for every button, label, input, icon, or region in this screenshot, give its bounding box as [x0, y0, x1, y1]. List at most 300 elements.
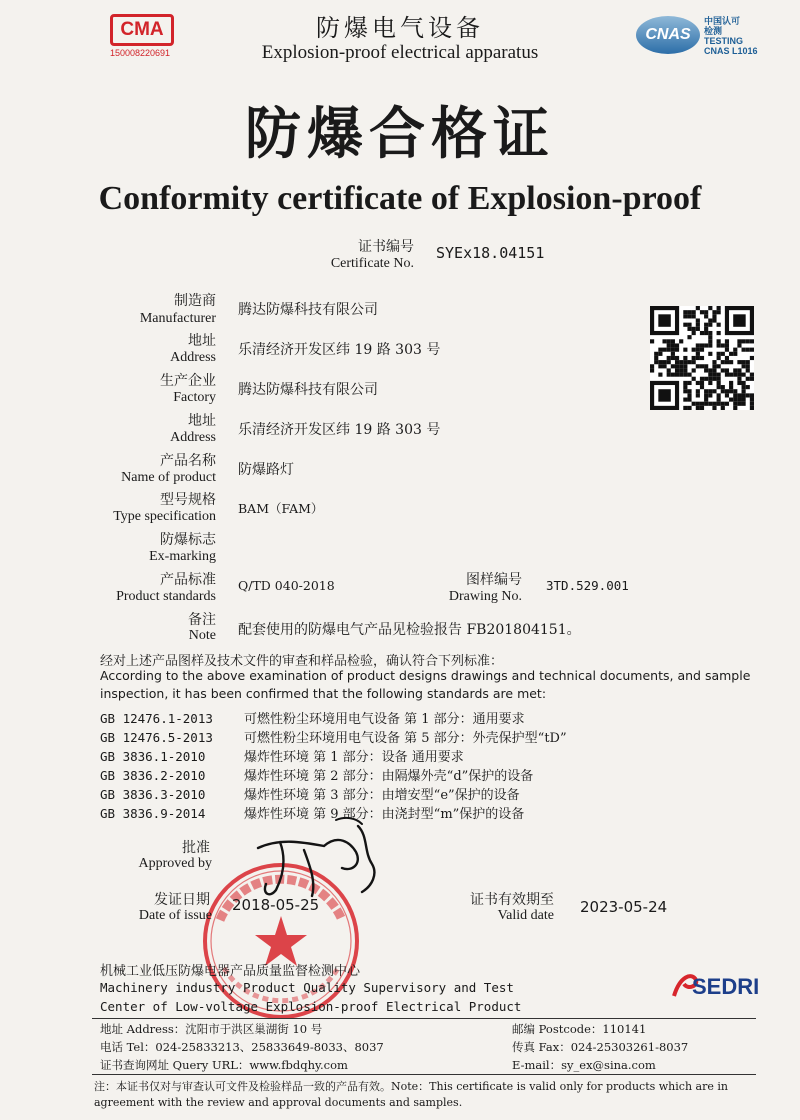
qr-module	[679, 373, 683, 377]
cnas-caption	[704, 16, 758, 56]
qr-module	[733, 398, 737, 402]
qr-module	[742, 364, 746, 368]
qr-module	[725, 402, 729, 406]
qr-module	[721, 389, 725, 393]
qr-module	[712, 389, 716, 393]
qr-module	[708, 381, 712, 385]
drawing-label-cn: 图样编号	[466, 572, 522, 588]
header-title-cn: 防爆电气设备	[316, 14, 484, 42]
qr-module	[750, 373, 754, 377]
approval-label-cn: 批准	[182, 840, 210, 856]
issuer-name-en-line2: Center of Low-voltage Explosion-proof Electrical Product	[100, 999, 522, 1014]
qr-module	[712, 406, 716, 410]
qr-finder-pattern	[733, 314, 745, 326]
standard-item	[100, 746, 464, 765]
qr-module	[700, 381, 704, 385]
field-label-cn: 产品名称	[160, 453, 216, 469]
qr-module	[687, 389, 691, 393]
contact-address: 地址 Address：沈阳市于洪区巢湖街 10 号	[100, 1022, 323, 1036]
statement-cn: 经对上述产品图样及技术文件的审查和样品检验，确认符合下列标准：	[100, 654, 504, 669]
standard-desc: 爆炸性环境 第 1 部分：设备 通用要求	[244, 750, 464, 765]
standard-desc: 可燃性粉尘环境用电气设备 第 5 部分：外壳保护型“tD”	[244, 731, 567, 746]
qr-module	[712, 360, 716, 364]
field-label-cn: 型号规格	[160, 492, 216, 508]
qr-module	[733, 368, 737, 372]
qr-module	[667, 373, 671, 377]
qr-module	[658, 352, 662, 356]
qr-module	[750, 339, 754, 343]
qr-module	[725, 343, 729, 347]
qr-module	[683, 406, 687, 410]
qr-module	[708, 323, 712, 327]
qr-module	[725, 393, 729, 397]
qr-module	[733, 348, 737, 352]
qr-module	[717, 323, 721, 327]
standard-item	[100, 727, 567, 746]
qr-module	[687, 373, 691, 377]
qr-module	[737, 402, 741, 406]
qr-module	[717, 398, 721, 402]
qr-module	[717, 352, 721, 356]
qr-module	[742, 339, 746, 343]
qr-module	[683, 348, 687, 352]
qr-module	[712, 314, 716, 318]
qr-module	[733, 393, 737, 397]
contact-query-url[interactable]: 证书查询网址 Query URL：www.fbdqhy.com	[100, 1058, 348, 1072]
field-label-cn: 备注	[188, 612, 216, 628]
qr-module	[737, 381, 741, 385]
qr-module	[721, 385, 725, 389]
qr-module	[696, 348, 700, 352]
field-label-cn: 地址	[188, 333, 216, 349]
qr-module	[750, 348, 754, 352]
footnote-divider	[92, 1074, 756, 1075]
cma-logo-text: CMA	[110, 14, 174, 46]
qr-module	[737, 343, 741, 347]
qr-module	[687, 381, 691, 385]
qr-module	[750, 406, 754, 410]
qr-module	[658, 373, 662, 377]
qr-module	[683, 314, 687, 318]
footnote-line1: 注：本证书仅对与审查认可文件及检验样品一致的产品有效。Note：This certificate is valid only for products which are in	[94, 1080, 728, 1093]
qr-module	[692, 360, 696, 364]
qr-module	[704, 323, 708, 327]
issuer-name-en-line1: Machinery industry Product Quality Supervisory and Test	[100, 980, 514, 995]
statement-en-line2: inspection, it has been confirmed that the following standards are met:	[100, 686, 547, 701]
qr-module	[696, 406, 700, 410]
qr-module	[712, 402, 716, 406]
qr-module	[696, 306, 700, 310]
qr-module	[725, 356, 729, 360]
qr-module	[658, 360, 662, 364]
qr-module	[696, 343, 700, 347]
qr-module	[662, 360, 666, 364]
standard-code: GB 3836.9-2014	[100, 806, 206, 821]
qr-module	[746, 385, 750, 389]
qr-module	[696, 323, 700, 327]
qr-module	[700, 402, 704, 406]
qr-module	[708, 352, 712, 356]
qr-module	[712, 377, 716, 381]
standard-code: GB 3836.2-2010	[100, 768, 206, 783]
qr-module	[654, 360, 658, 364]
qr-module	[708, 335, 712, 339]
qr-module	[683, 385, 687, 389]
qr-module	[717, 331, 721, 335]
qr-module	[746, 377, 750, 381]
qr-module	[717, 402, 721, 406]
field-label-en: Product standards	[116, 589, 216, 604]
qr-module	[687, 327, 691, 331]
qr-module	[717, 339, 721, 343]
qr-module	[737, 360, 741, 364]
certificate-no-label-cn: 证书编号	[358, 239, 414, 255]
qr-module	[650, 339, 654, 343]
qr-module	[667, 368, 671, 372]
qr-module	[679, 364, 683, 368]
field-label-en: Manufacturer	[139, 311, 216, 326]
field-value: 配套使用的防爆电气产品见检验报告 FB201804151。	[238, 622, 581, 638]
qr-module	[683, 373, 687, 377]
qr-module	[683, 389, 687, 393]
contact-tel: 电话 Tel：024-25833213、25833649-8033、8037	[100, 1040, 384, 1054]
field-label-en: Name of product	[121, 470, 216, 485]
qr-module	[733, 389, 737, 393]
qr-module	[696, 356, 700, 360]
qr-module	[717, 356, 721, 360]
qr-module	[708, 368, 712, 372]
qr-module	[717, 377, 721, 381]
qr-module	[717, 310, 721, 314]
standard-item	[100, 784, 520, 803]
qr-module	[696, 327, 700, 331]
drawing-label-en: Drawing No.	[448, 589, 522, 604]
contact-postcode: 邮编 Postcode：110141	[512, 1022, 647, 1036]
qr-module	[717, 306, 721, 310]
certificate-no-label-en: Certificate No.	[330, 256, 414, 271]
qr-module	[675, 348, 679, 352]
qr-module	[708, 331, 712, 335]
field-label-en: Address	[170, 430, 216, 445]
field-label-en: Ex-marking	[149, 549, 216, 564]
qr-module	[712, 364, 716, 368]
certificate-title-cn: 防爆合格证	[245, 102, 555, 167]
qr-module	[708, 377, 712, 381]
qr-module	[712, 368, 716, 372]
qr-module	[671, 339, 675, 343]
qr-module	[683, 323, 687, 327]
field-value: 乐清经济开发区纬 19 路 303 号	[238, 422, 441, 438]
qr-finder-pattern	[658, 314, 670, 326]
qr-module	[729, 381, 733, 385]
qr-module	[687, 314, 691, 318]
qr-module	[742, 393, 746, 397]
qr-module	[704, 310, 708, 314]
qr-module	[696, 364, 700, 368]
qr-module	[675, 356, 679, 360]
qr-module	[662, 348, 666, 352]
qr-module	[721, 406, 725, 410]
qr-module	[671, 373, 675, 377]
standard-item	[100, 708, 525, 727]
qr-module	[712, 310, 716, 314]
certificate-no-value: SYEx18.04151	[436, 244, 545, 262]
qr-module	[654, 356, 658, 360]
qr-module	[737, 377, 741, 381]
qr-module	[704, 398, 708, 402]
qr-module	[692, 402, 696, 406]
qr-module	[725, 368, 729, 372]
cnas-caption-line1: 中国认可	[704, 16, 741, 26]
qr-module	[683, 381, 687, 385]
field-value: 腾达防爆科技有限公司	[238, 302, 378, 318]
standard-code: GB 12476.1-2013	[100, 711, 213, 726]
qr-module	[675, 360, 679, 364]
cma-number: 150008220691	[109, 48, 171, 58]
qr-module	[704, 389, 708, 393]
approval-label-en: Approved by	[138, 856, 212, 871]
qr-module	[708, 373, 712, 377]
qr-module	[733, 402, 737, 406]
qr-module	[725, 360, 729, 364]
qr-module	[721, 360, 725, 364]
qr-module	[725, 339, 729, 343]
qr-module	[750, 356, 754, 360]
qr-module	[708, 306, 712, 310]
field-label-cn: 地址	[188, 413, 216, 429]
qr-module	[671, 364, 675, 368]
qr-module	[687, 393, 691, 397]
qr-module	[729, 360, 733, 364]
qr-module	[692, 368, 696, 372]
standard-desc: 爆炸性环境 第 2 部分：由隔爆外壳“d”保护的设备	[244, 769, 534, 784]
field-label-cn: 防爆标志	[160, 532, 216, 548]
qr-module	[721, 352, 725, 356]
qr-module	[717, 364, 721, 368]
qr-module	[704, 327, 708, 331]
qr-module	[704, 402, 708, 406]
issuer-name-cn: 机械工业低压防爆电器产品质量监督检测中心	[100, 964, 361, 979]
qr-module	[750, 393, 754, 397]
qr-module	[708, 339, 712, 343]
qr-module	[696, 318, 700, 322]
qr-module	[692, 331, 696, 335]
issue-date-label-en: Date of issue	[138, 908, 212, 923]
field-label-en: Address	[170, 350, 216, 365]
qr-module	[721, 343, 725, 347]
cnas-caption-line3: TESTING	[704, 36, 744, 46]
field-value: 腾达防爆科技有限公司	[238, 382, 378, 398]
qr-module	[717, 393, 721, 397]
qr-module	[704, 343, 708, 347]
qr-module	[658, 348, 662, 352]
issue-date-label-cn: 发证日期	[154, 892, 210, 908]
qr-module	[687, 360, 691, 364]
qr-module	[687, 398, 691, 402]
qr-module	[725, 389, 729, 393]
qr-module	[708, 402, 712, 406]
standard-code: GB 12476.5-2013	[100, 730, 213, 745]
qr-module	[700, 343, 704, 347]
qr-module	[721, 402, 725, 406]
qr-module	[683, 398, 687, 402]
qr-module	[737, 373, 741, 377]
qr-module	[746, 339, 750, 343]
field-value: 乐清经济开发区纬 19 路 303 号	[238, 342, 441, 358]
qr-module	[729, 373, 733, 377]
qr-module	[704, 314, 708, 318]
contact-divider	[92, 1018, 756, 1019]
qr-module	[704, 377, 708, 381]
qr-module	[700, 310, 704, 314]
qr-module	[742, 381, 746, 385]
field-value: BAM（FAM）	[238, 501, 324, 516]
qr-module	[679, 360, 683, 364]
qr-module	[700, 406, 704, 410]
qr-module	[700, 364, 704, 368]
qr-module	[742, 389, 746, 393]
qr-module	[742, 373, 746, 377]
qr-module	[742, 348, 746, 352]
qr-module	[692, 310, 696, 314]
qr-module	[671, 348, 675, 352]
qr-module	[687, 323, 691, 327]
qr-module	[650, 368, 654, 372]
qr-module	[717, 385, 721, 389]
qr-module	[675, 368, 679, 372]
qr-module	[704, 393, 708, 397]
qr-module	[750, 398, 754, 402]
qr-module	[671, 343, 675, 347]
qr-module	[687, 406, 691, 410]
qr-code[interactable]	[650, 306, 754, 410]
qr-module	[708, 318, 712, 322]
qr-module	[729, 385, 733, 389]
qr-module	[750, 377, 754, 381]
approver-signature	[240, 812, 390, 904]
qr-module	[742, 385, 746, 389]
standard-desc: 爆炸性环境 第 9 部分：由浇封型“m”保护的设备	[244, 807, 525, 822]
qr-module	[671, 352, 675, 356]
drawing-value: 3TD.529.001	[546, 578, 629, 593]
valid-date-label-cn: 证书有效期至	[470, 892, 554, 908]
standard-item	[100, 765, 533, 784]
footnote-line2: agreement with the review and approval documents and samples.	[94, 1096, 463, 1109]
cnas-logo	[636, 14, 786, 60]
qr-module	[746, 393, 750, 397]
qr-module	[733, 373, 737, 377]
qr-module	[696, 389, 700, 393]
qr-module	[700, 331, 704, 335]
qr-module	[712, 318, 716, 322]
qr-module	[696, 393, 700, 397]
qr-module	[692, 356, 696, 360]
qr-module	[667, 343, 671, 347]
qr-module	[750, 402, 754, 406]
qr-module	[650, 364, 654, 368]
qr-module	[717, 373, 721, 377]
sedri-logo-text: SEDRI	[692, 974, 760, 999]
qr-module	[746, 348, 750, 352]
qr-module	[700, 356, 704, 360]
qr-module	[667, 348, 671, 352]
qr-module	[662, 339, 666, 343]
qr-module	[696, 352, 700, 356]
qr-module	[700, 348, 704, 352]
valid-date-label-en: Valid date	[497, 908, 554, 923]
qr-module	[700, 385, 704, 389]
certificate-title-en: Conformity certificate of Explosion-proof	[98, 180, 702, 217]
qr-module	[742, 402, 746, 406]
qr-module	[692, 348, 696, 352]
standard-code: GB 3836.1-2010	[100, 749, 206, 764]
qr-module	[683, 368, 687, 372]
qr-module	[675, 364, 679, 368]
qr-module	[675, 343, 679, 347]
qr-module	[746, 368, 750, 372]
qr-module	[725, 373, 729, 377]
qr-module	[737, 398, 741, 402]
qr-module	[717, 381, 721, 385]
qr-module	[700, 377, 704, 381]
qr-module	[667, 356, 671, 360]
qr-module	[683, 360, 687, 364]
contact-email[interactable]: E-mail：sy_ex@sina.com	[512, 1058, 656, 1072]
qr-module	[683, 310, 687, 314]
field-label-en: Type specification	[113, 509, 216, 524]
qr-module	[733, 406, 737, 410]
qr-module	[679, 339, 683, 343]
qr-module	[675, 373, 679, 377]
field-value: Q/TD 040-2018	[238, 578, 335, 593]
qr-module	[708, 343, 712, 347]
qr-module	[733, 352, 737, 356]
qr-module	[667, 360, 671, 364]
standard-code: GB 3836.3-2010	[100, 787, 206, 802]
qr-module	[746, 364, 750, 368]
qr-module	[696, 381, 700, 385]
qr-module	[742, 398, 746, 402]
qr-module	[729, 389, 733, 393]
standard-desc: 爆炸性环境 第 3 部分：由增安型“e”保护的设备	[244, 788, 520, 803]
qr-module	[721, 368, 725, 372]
qr-module	[742, 360, 746, 364]
cnas-caption-line2: 检测	[704, 26, 723, 36]
qr-module	[679, 368, 683, 372]
qr-module	[725, 348, 729, 352]
qr-module	[692, 327, 696, 331]
qr-module	[683, 356, 687, 360]
qr-module	[729, 352, 733, 356]
cnas-logo-text: CNAS	[636, 16, 700, 54]
contact-fax: 传真 Fax：024-25303261-8037	[512, 1040, 689, 1054]
qr-module	[704, 364, 708, 368]
standard-desc: 可燃性粉尘环境用电气设备 第 1 部分：通用要求	[244, 712, 525, 727]
qr-module	[737, 393, 741, 397]
field-label-cn: 制造商	[174, 293, 216, 309]
valid-date-value: 2023-05-24	[580, 898, 668, 916]
qr-module	[692, 377, 696, 381]
qr-module	[704, 368, 708, 372]
cnas-caption-line4: CNAS L1016	[704, 46, 758, 56]
field-label-cn: 生产企业	[160, 373, 216, 389]
qr-module	[717, 343, 721, 347]
qr-module	[708, 389, 712, 393]
qr-module	[729, 398, 733, 402]
qr-module	[712, 373, 716, 377]
field-label-cn: 产品标准	[160, 572, 216, 588]
qr-module	[687, 310, 691, 314]
